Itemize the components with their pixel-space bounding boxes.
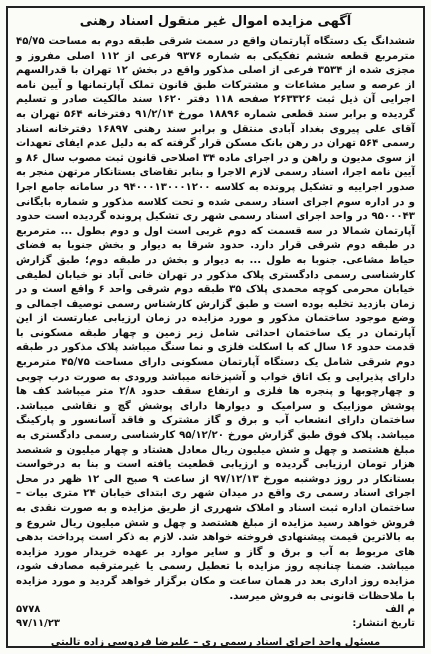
ref-number: ۵۷۷۸ xyxy=(16,604,41,615)
notice-meta xyxy=(16,603,415,631)
publish-row xyxy=(16,617,415,631)
ref-row xyxy=(16,603,415,617)
publish-date: ۹۷/۱۱/۲۳ xyxy=(16,618,60,629)
notice-body: ششدانگ یک دستگاه آپارتمان واقع در سمت شرقی طبقه دوم به مساحت ۴۵/۷۵ مترمربع قطعه ششم تفکیکی به شماره ۹۳۷۶ فرعی از ۱۱۲ اصلی مفروز و مجزی شده از ۳۵۳۴ فرعی از اصلی مذکور واقع در بخش ۱۲ تهران با قدرالسهم از عرصه و سایر مشاعات و مشترکات طبق قانون تملک آپارتمانها و آیین نامه اجرایی آن ذیل ثبت ۲۶۳۳۲۶ صفحه ۱۱۸ دفتر ۱۶۲۰ سند مالکیت صادر و تسلیم گردیده و برابر سند قطعی شماره ۱۸۸۹۶ مورخ ۹۱/۲/۱۴ دفترخانه ۵۶۴ تهران به آقای علی پیروی بغداد آبادی منتقل و برابر سند رهنی ۱۶۸۹۷ دفترخانه اسناد رسمی ۵۶۴ تهران در رهن بانک مسکن قرار گرفته که به دلیل عدم ایفای تعهدات از سوی مدیون و راهن و در اجرای ماده ۳۴ اصلاحی قانون ثبت مصوب سال ۸۶ و آیین نامه اجرا، اسناد رسمی لازم الاجرا و بنابر تقاضای بستانکار مرتهن منجر به صدور اجراییه و تشکیل پرونده به کلاسه ۹۴۰۰۰۱۳۰۰۰۱۲۰۰ در سامانه جامع اجرا و در اداره سوم اجرای اسناد رسمی شده و تحت کلاسه مذکور و شماره بایگانی ۹۵۰۰۰۴۳ در واحد اجرای اسناد رسمی شهر ری تشکیل پرونده گردیده است حدود آپارتمان شمالا در سه قسمت که دوم غربی است اول و دوم بطول ... مترمربع در طبقه دوم شرقی قرار دارد. حدود شرقا به دیوار و بخش جنوبا به فضای حیاط مشاعی. جنوبا به طول ... به دیوار و بخش در طبقه دوم؛ طبق گزارش کارشناسی رسمی دادگستری پلاک مذکور در تهران خانی آباد نو خیابان لطیفی خیابان محرمی کوچه محمدی پلاک ۳۵ طبقه دوم شرقی واحد ۶ واقع است و در زمان بازدید تخلیه بوده است و طبق گزارش کارشناس رسمی توصیف اجمالی و وضع موجود ساختمان مذکور و مورد مزایده در زمان ارزیابی عبارتست از این آپارتمان در یک ساختمان احداثی شامل زیر زمین و چهار طبقه مسکونی با قدمت حدود ۱۶ سال که با اسکلت فلزی و نما سنگ میباشد پلاک مذکور در طبقه دوم شرقی شامل یک دستگاه آپارتمان مسکونی دارای مساحت ۴۵/۷۵ مترمربع دارای پذیرایی و یک اتاق خواب و آشپزخانه میباشد ورودی به صورت درب چوبی و چهارچوبها و پنجره ها فلزی و ارتفاع سقف حدود ۲/۸ متر میباشد کف ها پوشش موزاییک و سرامیک و دیوارها دارای پوشش گچ و نقاشی میباشد. ساختمان دارای انشعاب آب و برق و گاز مشترک و فاقد آسانسور و پارکینگ میباشد. پلاک فوق طبق گزارش مورخ ۹۵/۱۲/۲۰ کارشناسی رسمی دادگستری به مبلغ هشتصد و چهل و شش میلیون ریال معادل هشتاد و چهار میلیون و ششصد هزار تومان ارزیابی گردیده و ارزیابی قطعیت یافته است و بنا به درخواست بستانکار در روز دوشنبه مورخ ۹۷/۱۲/۱۳ از ساعت ۹ صبح الی ۱۲ ظهر در محل اجرای اسناد رسمی ری واقع در میدان شهر ری ابتدای خیابان ۲۴ متری بیات – ساختمان اداره ثبت اسناد و املاک شهرری از طریق مزایده و به صورت نقدی به فروش خواهد رسید مزایده از مبلغ هشتصد و چهل و شش میلیون ریال شروع و به بالاترین قیمت پیشنهادی فروخته خواهد شد. لازم به ذکر است پرداخت بدهی های مربوط به آب و برق و گاز و سایر موارد بر عهده خریدار مورد مزایده میباشد. ضمنا چنانچه روز مزایده با تعطیل رسمی یا غیرمترقبه مصادف شود، مزایده روز اداری بعد در همان ساعت و مکان برگزار خواهد گردید و مورد مزایده با ملاحظات قانونی به فروش میرسد. xyxy=(16,36,416,602)
signature: مسئول واحد اجرای اسناد رسمی ری – علیرضا فردوسی زاده تالیتی xyxy=(50,637,381,648)
publish-date-label: تاریخ انتشار: xyxy=(352,618,415,629)
notice-title: آگهی مزایده اموال غیر منقول اسناد رهنی xyxy=(79,14,352,29)
ref-label: م الف xyxy=(385,604,415,615)
auction-notice xyxy=(6,6,425,648)
